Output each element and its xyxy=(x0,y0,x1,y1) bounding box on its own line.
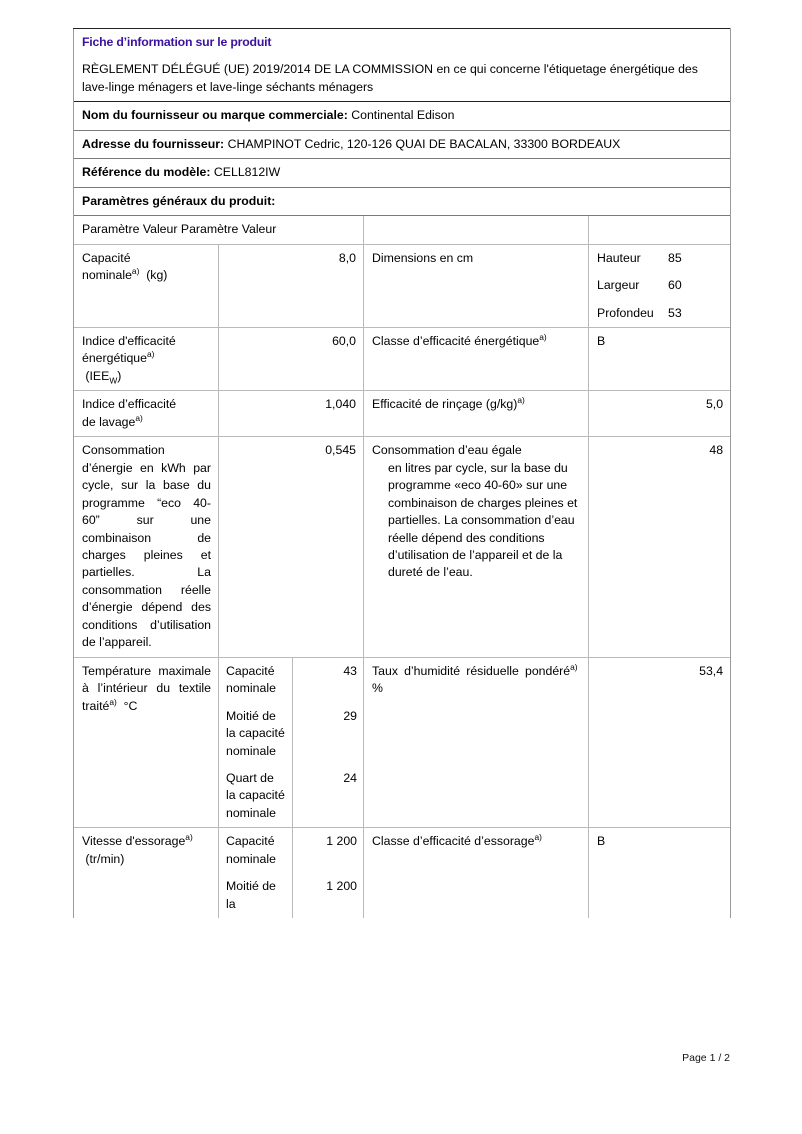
capacity-row xyxy=(74,244,731,327)
temperature-sub-row xyxy=(219,703,363,765)
temperature-sub-label-quarter: Quart de la capacité nominale xyxy=(219,765,292,827)
rinsing-label-text: Efficacité de rinçage (g/kg) xyxy=(372,397,518,412)
model-label: Référence du modèle: xyxy=(82,165,211,180)
model-row xyxy=(74,159,731,187)
table-header-param2 xyxy=(364,216,589,244)
supplier-name-label: Nom du fournisseur ou marque commerciale: xyxy=(82,108,348,123)
intro-row xyxy=(74,56,731,101)
dimension-value-height: 85 xyxy=(668,250,682,265)
rinsing-footnote-marker: a) xyxy=(517,395,525,406)
dimensions-cell xyxy=(589,244,731,327)
eei-label xyxy=(74,327,219,390)
spin-class-label-text: Classe d’efficacité d’essorage xyxy=(372,834,535,849)
spin-speed-footnote-marker: a) xyxy=(185,832,193,843)
dimension-name-depth: Profondeu xyxy=(597,305,654,320)
residual-moisture-label xyxy=(364,657,589,828)
temperature-sub-value-quarter: 24 xyxy=(343,770,357,785)
dimensions-table xyxy=(589,245,731,327)
dimension-value-depth: 53 xyxy=(668,305,682,320)
energy-class-label xyxy=(364,327,589,390)
energy-consumption-row xyxy=(74,437,731,657)
residual-moisture-unit: % xyxy=(372,681,383,696)
temperature-unit: °C xyxy=(123,698,138,713)
temperature-sub-label-half: Moitié de la capacité nominale xyxy=(219,703,292,765)
water-consumption-label xyxy=(364,437,589,657)
temperature-sub-value-half: 29 xyxy=(343,708,357,723)
water-consumption-value: 48 xyxy=(589,437,731,657)
residual-moisture-footnote-marker: a) xyxy=(570,661,578,672)
capacity-label-line1: Capacité xyxy=(82,250,131,265)
spin-sub-label-full: Capacité nominale xyxy=(219,828,292,873)
temperature-sub-row xyxy=(219,765,363,827)
supplier-name-value: Continental Edison xyxy=(351,108,455,123)
supplier-address-label: Adresse du fournisseur: xyxy=(82,136,225,151)
dimension-name-height: Hauteur xyxy=(597,250,641,265)
dimensions-label: Dimensions en cm xyxy=(364,244,589,327)
dimension-row xyxy=(589,245,731,272)
regulation-text: RÈGLEMENT DÉLÉGUÉ (UE) 2019/2014 DE LA COMMISSION en ce qui concerne l'étiquetage énergétique des lave-linge ménagers et lave-linge séchants ménagers xyxy=(74,56,731,101)
rinsing-efficiency-value: 5,0 xyxy=(589,391,731,437)
temperature-sub-label-full: Capacité nominale xyxy=(219,658,292,703)
energy-consumption-value: 0,545 xyxy=(219,437,364,657)
spin-sub-value-full: 1 200 xyxy=(326,834,357,849)
capacity-unit: (kg) xyxy=(146,268,168,283)
spin-speed-unit: (tr/min) xyxy=(85,851,125,866)
temperature-subtable-cell xyxy=(219,657,364,828)
spin-class-value: B xyxy=(589,828,731,918)
spin-speed-row xyxy=(74,828,731,918)
spin-speed-label xyxy=(74,828,219,918)
washing-label-line2: de lavage xyxy=(82,414,136,429)
spin-class-footnote-marker: a) xyxy=(534,832,542,843)
capacity-label-line2: nominale xyxy=(82,268,132,283)
spin-sub-label-half: Moitié de la xyxy=(219,873,292,918)
eei-label-line2: énergétique xyxy=(82,351,147,366)
supplier-address-value: CHAMPINOT Cedric, 120-126 QUAI DE BACALAN, 33300 BORDEAUX xyxy=(227,136,621,151)
eei-footnote-marker: a) xyxy=(146,349,155,360)
water-consumption-line1: Consommation d’eau égale xyxy=(372,443,522,458)
eei-label-line1: Indice d'efficacité xyxy=(82,333,176,348)
residual-moisture-value: 53,4 xyxy=(589,657,731,828)
washing-efficiency-label xyxy=(74,391,219,437)
capacity-footnote-marker: a) xyxy=(131,265,140,276)
residual-moisture-label-text: Taux d’humidité résiduelle pondéré xyxy=(372,663,571,678)
spin-sub-row xyxy=(219,828,363,873)
energy-consumption-label: Consommation d’énergie en kWh par cycle, sur la base du programme “eco 40-60” sur une combinaison de charges pleines et partielles. La consommation réelle d’énergie dépend des conditions d’utilisation de l’appareil. xyxy=(74,437,219,657)
dimension-name-width: Largeur xyxy=(597,278,640,293)
capacity-label xyxy=(74,244,219,327)
spin-subtable xyxy=(219,828,363,918)
supplier-name-cell xyxy=(74,102,731,130)
eei-symbol-close: ) xyxy=(117,368,122,383)
spin-speed-label-text: Vitesse d'essorage xyxy=(82,834,186,849)
document-table xyxy=(73,28,731,918)
table-header-value2 xyxy=(589,216,731,244)
washing-efficiency-value: 1,040 xyxy=(219,391,364,437)
spin-sub-value-half: 1 200 xyxy=(326,879,357,894)
temperature-footnote-marker: a) xyxy=(109,696,117,707)
supplier-address-cell xyxy=(74,130,731,158)
water-consumption-rest: en litres par cycle, sur la base du programme «eco 40-60» sur une combinaison de charges pleines et partielles. La consommation d’eau réelle dépend des conditions d’utilisation de l’appareil et de la dureté de l’eau. xyxy=(388,460,578,580)
page-footer: Page 1 / 2 xyxy=(682,1052,730,1064)
eei-symbol: (IEE xyxy=(85,368,110,383)
table-header-label: Paramètre Valeur Paramètre Valeur xyxy=(74,216,364,244)
temperature-row xyxy=(74,657,731,828)
general-params-cell xyxy=(74,187,731,215)
title-row xyxy=(74,29,731,57)
eei-row xyxy=(74,327,731,390)
spin-class-label xyxy=(364,828,589,918)
eei-value: 60,0 xyxy=(219,327,364,390)
temperature-sub-row xyxy=(219,658,363,703)
spin-subtable-cell xyxy=(219,828,364,918)
general-params-label: Paramètres généraux du produit: xyxy=(82,193,276,208)
washing-footnote-marker: a) xyxy=(135,412,143,423)
model-cell xyxy=(74,159,731,187)
spin-sub-row xyxy=(219,873,363,918)
general-params-row xyxy=(74,187,731,215)
energy-class-label-text: Classe d’efficacité énergétique xyxy=(372,333,540,348)
temperature-subtable xyxy=(219,658,363,828)
supplier-name-row xyxy=(74,102,731,130)
energy-class-value: B xyxy=(589,327,731,390)
capacity-value: 8,0 xyxy=(219,244,364,327)
temperature-label-text: Température maximale à l’intérieur du textile traité xyxy=(82,663,211,713)
dimension-value-width: 60 xyxy=(668,278,682,293)
dimension-row xyxy=(589,272,731,299)
dimension-row xyxy=(589,300,731,327)
page-title: Fiche d’information sur le produit xyxy=(74,29,731,57)
washing-label-line1: Indice d’efficacité xyxy=(82,397,177,412)
eei-symbol-subscript: W xyxy=(109,375,118,386)
temperature-label xyxy=(74,657,219,828)
table-header-row xyxy=(74,216,731,244)
energy-class-footnote-marker: a) xyxy=(539,331,547,342)
washing-efficiency-row xyxy=(74,391,731,437)
rinsing-efficiency-label xyxy=(364,391,589,437)
product-information-sheet xyxy=(73,28,730,918)
model-value: CELL812IW xyxy=(213,165,281,180)
temperature-sub-value-full: 43 xyxy=(343,663,357,678)
supplier-address-row xyxy=(74,130,731,158)
